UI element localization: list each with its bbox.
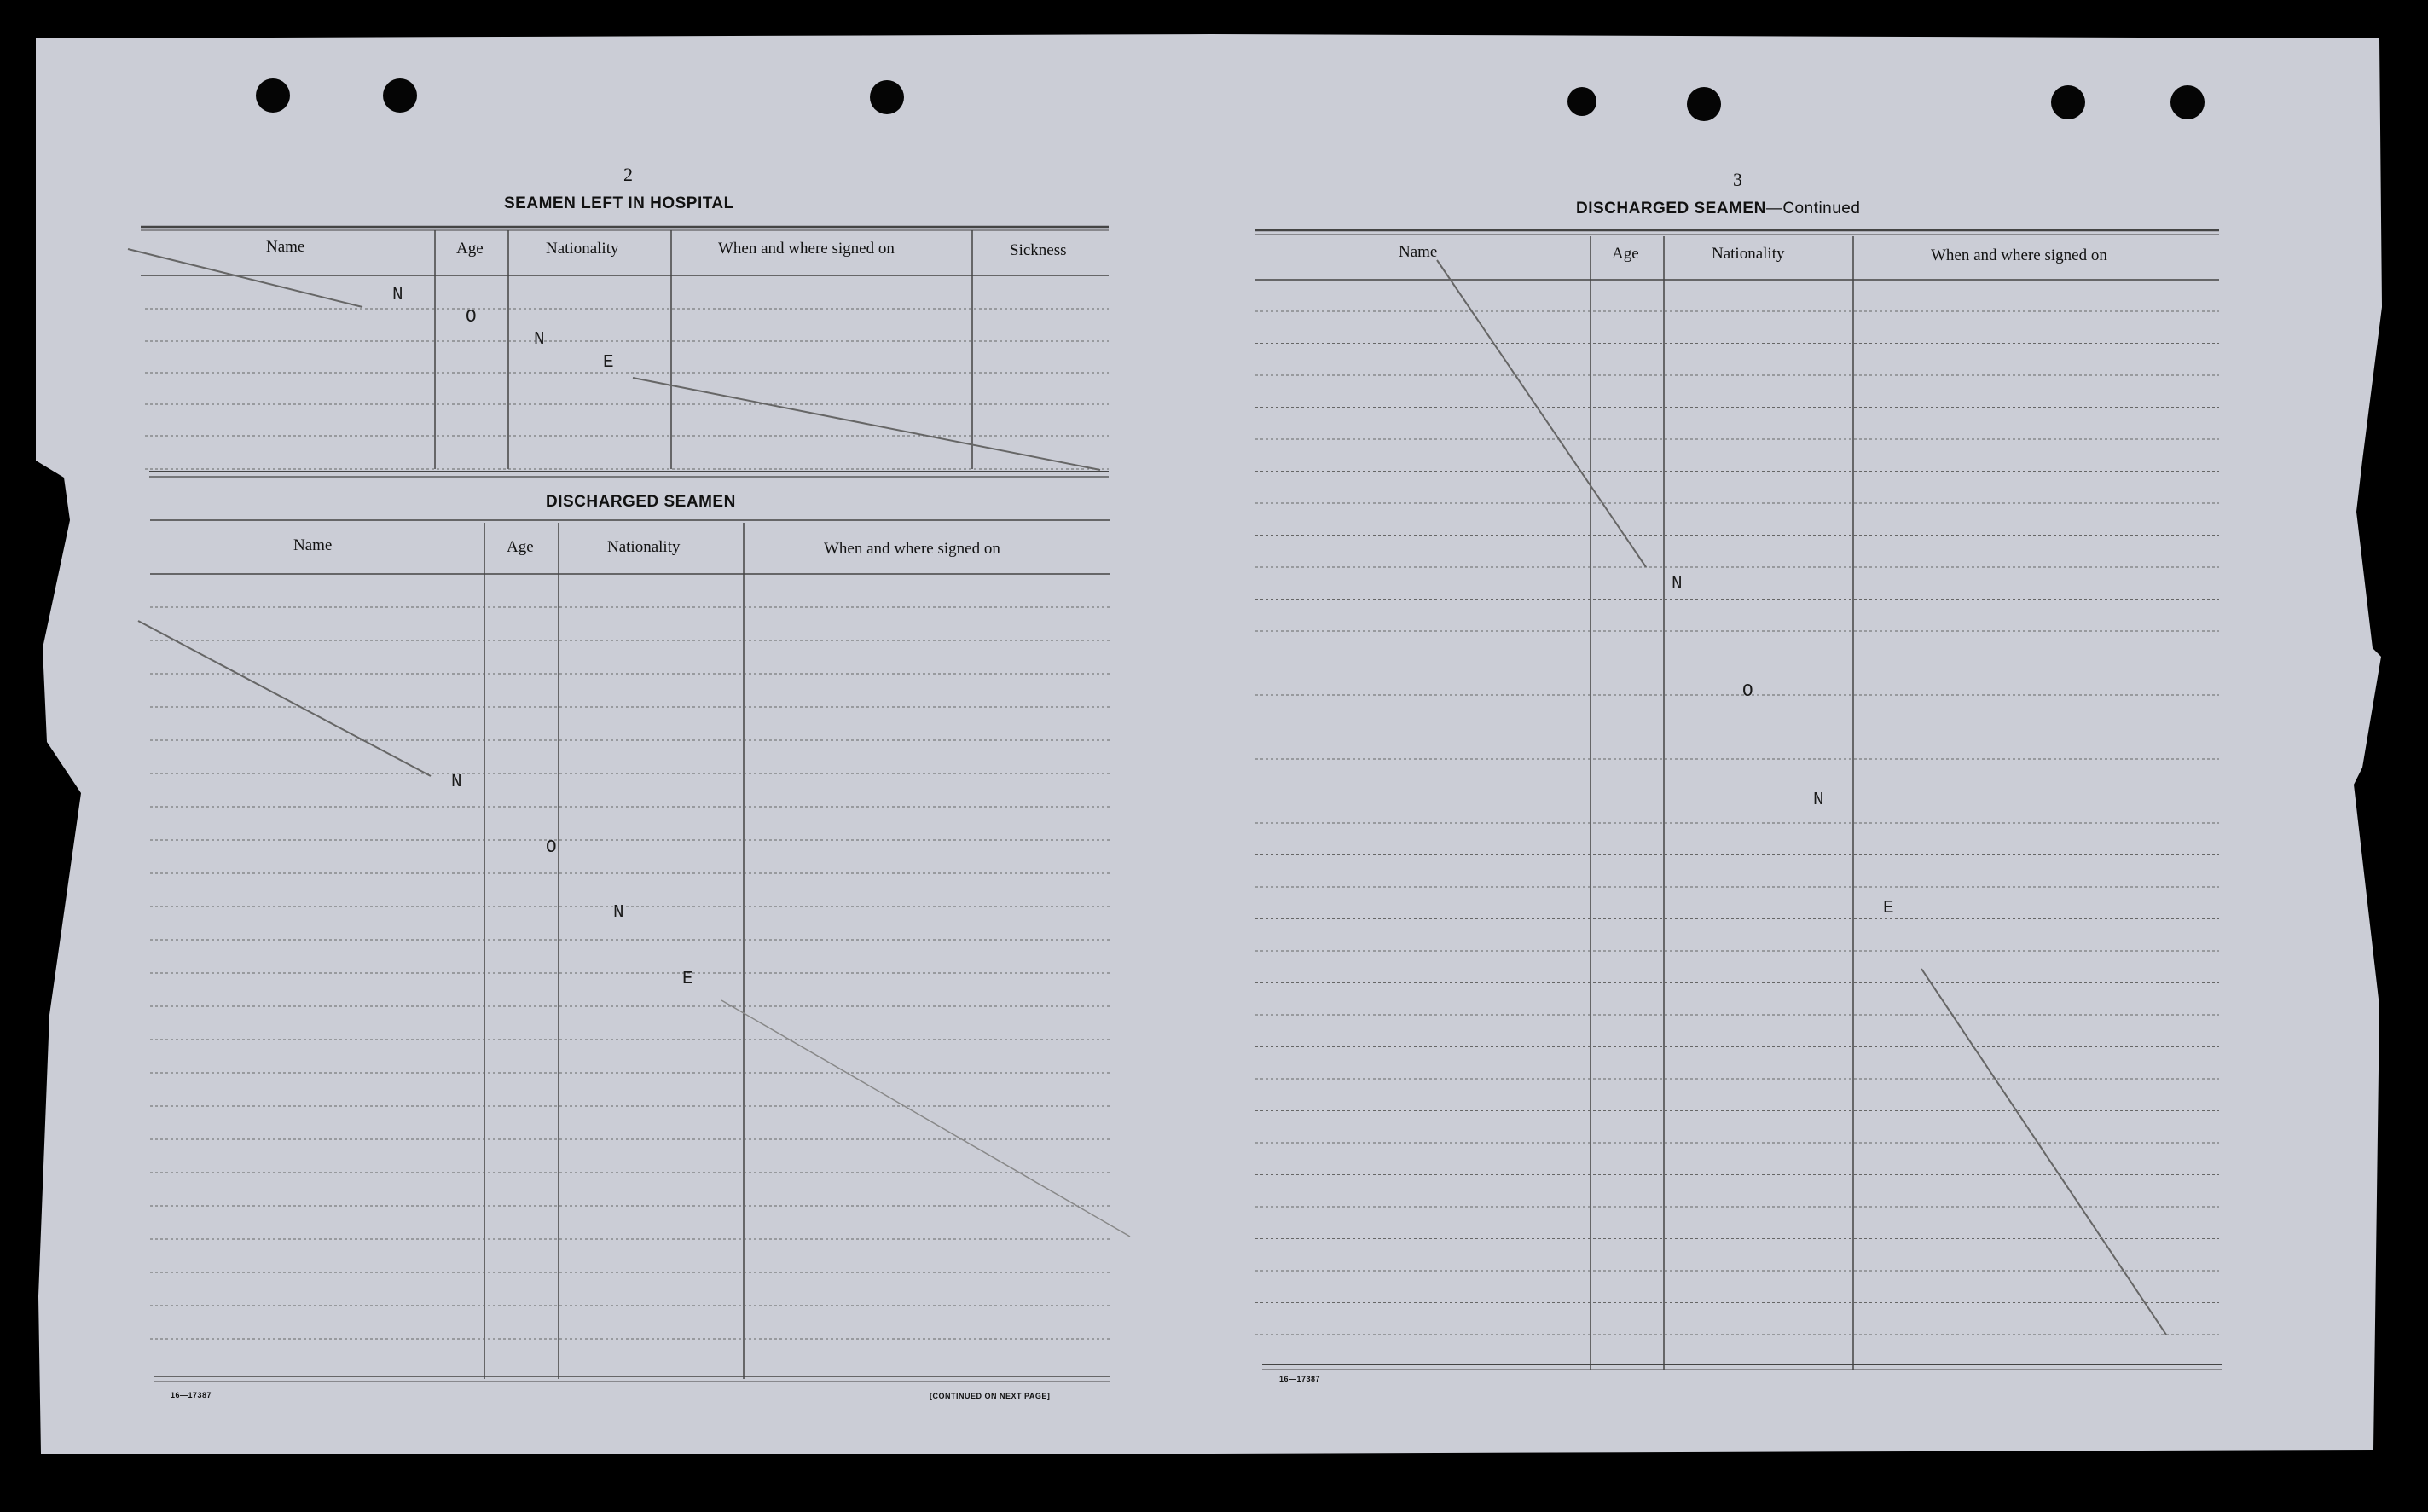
discharged-col-age: Age	[507, 538, 534, 556]
right-title-main: DISCHARGED SEAMEN	[1576, 200, 1766, 217]
punch-hole	[870, 80, 904, 114]
punch-hole	[2170, 85, 2205, 119]
punch-hole	[1567, 87, 1596, 116]
none-letter: O	[466, 308, 477, 327]
right-col-signed-on: When and where signed on	[1931, 246, 2107, 264]
punch-hole	[256, 78, 290, 113]
right-col-name: Name	[1399, 243, 1438, 261]
discharged-col-signed-on: When and where signed on	[824, 540, 1000, 558]
none-letter: E	[1883, 899, 1894, 918]
right-col-age: Age	[1612, 245, 1639, 263]
page-number-left: 2	[623, 164, 633, 185]
none-letter: N	[1813, 791, 1824, 810]
hospital-col-signed-on: When and where signed on	[718, 240, 895, 258]
hospital-section-title: SEAMEN LEFT IN HOSPITAL	[504, 194, 734, 212]
page-number-right: 3	[1733, 169, 1742, 190]
discharged-section-title: DISCHARGED SEAMEN	[546, 493, 736, 511]
form-number-left: 16—17387	[171, 1391, 212, 1399]
hospital-col-sickness: Sickness	[1010, 241, 1067, 259]
discharged-col-name: Name	[293, 536, 333, 554]
right-section-title	[1576, 200, 1860, 218]
hospital-col-name: Name	[266, 238, 305, 256]
punch-hole	[383, 78, 417, 113]
none-letter: O	[546, 838, 557, 858]
punch-hole	[2051, 85, 2085, 119]
none-letter: N	[392, 286, 403, 305]
hospital-col-age: Age	[456, 240, 484, 258]
none-letter: N	[451, 773, 462, 792]
hospital-col-nationality: Nationality	[546, 240, 619, 258]
none-letter: O	[1742, 682, 1753, 702]
punch-hole	[1687, 87, 1721, 121]
none-letter: N	[613, 903, 624, 923]
right-col-nationality: Nationality	[1712, 245, 1785, 263]
right-title-continued: —Continued	[1765, 200, 1861, 217]
none-letter: N	[1672, 575, 1683, 594]
form-number-right: 16—17387	[1279, 1375, 1321, 1383]
discharged-col-nationality: Nationality	[607, 538, 681, 556]
none-letter: E	[603, 353, 614, 373]
continued-note: [CONTINUED ON NEXT PAGE]	[930, 1392, 1051, 1400]
none-letter: N	[534, 330, 545, 350]
none-letter: E	[682, 970, 693, 989]
